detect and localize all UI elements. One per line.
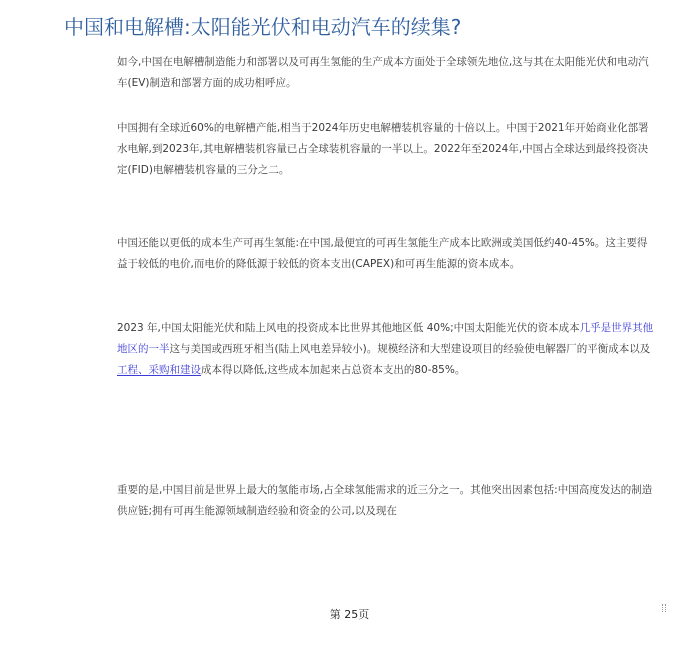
epc-link[interactable]: 工程、采购和建设 xyxy=(117,364,201,376)
paragraph-investment-text-c: 成本得以降低,这些成本加起来占总资本支出的80-85%。 xyxy=(201,364,466,376)
paragraph-investment-text-a: 2023 年,中国太阳能光伏和陆上风电的投资成本比世界其他地区低 40%;中国太阳能光伏的资本成本 xyxy=(117,322,580,334)
paragraph-cost: 中国还能以更低的成本生产可再生氢能:在中国,最便宜的可再生氢能生产成本比欧洲或美国低约40-45%。这主要得益于较低的电价,而电价的降低源于较低的资本支出(CAPEX)和可再生能源的资本成本。 xyxy=(117,237,648,270)
page-number: 第 25页 xyxy=(329,608,370,621)
capital-cost-link[interactable]: 几乎是世界其他地区的一半 xyxy=(117,322,654,355)
scroll-marker-icon xyxy=(662,604,666,612)
page-title: 中国和电解槽:太阳能光伏和电动汽车的续集? xyxy=(64,15,462,39)
paragraph-intro: 如今,中国在电解槽制造能力和部署以及可再生氢能的生产成本方面处于全球领先地位,这与其在太阳能光伏和电动汽车(EV)制造和部署方面的成功相呼应。 xyxy=(117,56,649,89)
paragraph-market: 重要的是,中国目前是世界上最大的氢能市场,占全球氢能需求的近三分之一。其他突出因素包括:中国高度发达的制造供应链;拥有可再生能源领域制造经验和资金的公司,以及现在 xyxy=(117,484,653,517)
paragraph-investment-text-b: 这与美国或西班牙相当(陆上风电差异较小)。规模经济和大型建设项目的经验使电解器厂的平衡成本以及 xyxy=(169,343,651,355)
paragraph-capacity: 中国拥有全球近60%的电解槽产能,相当于2024年历史电解槽装机容量的十倍以上。中国于2021年开始商业化部署水电解,到2023年,其电解槽装机容量已占全球装机容量的一半以上。2022年至2024年,中国占全球达到最终投资决定(FID)电解槽装机容量的三分之二。 xyxy=(117,122,649,176)
paragraph-investment xyxy=(117,318,657,381)
